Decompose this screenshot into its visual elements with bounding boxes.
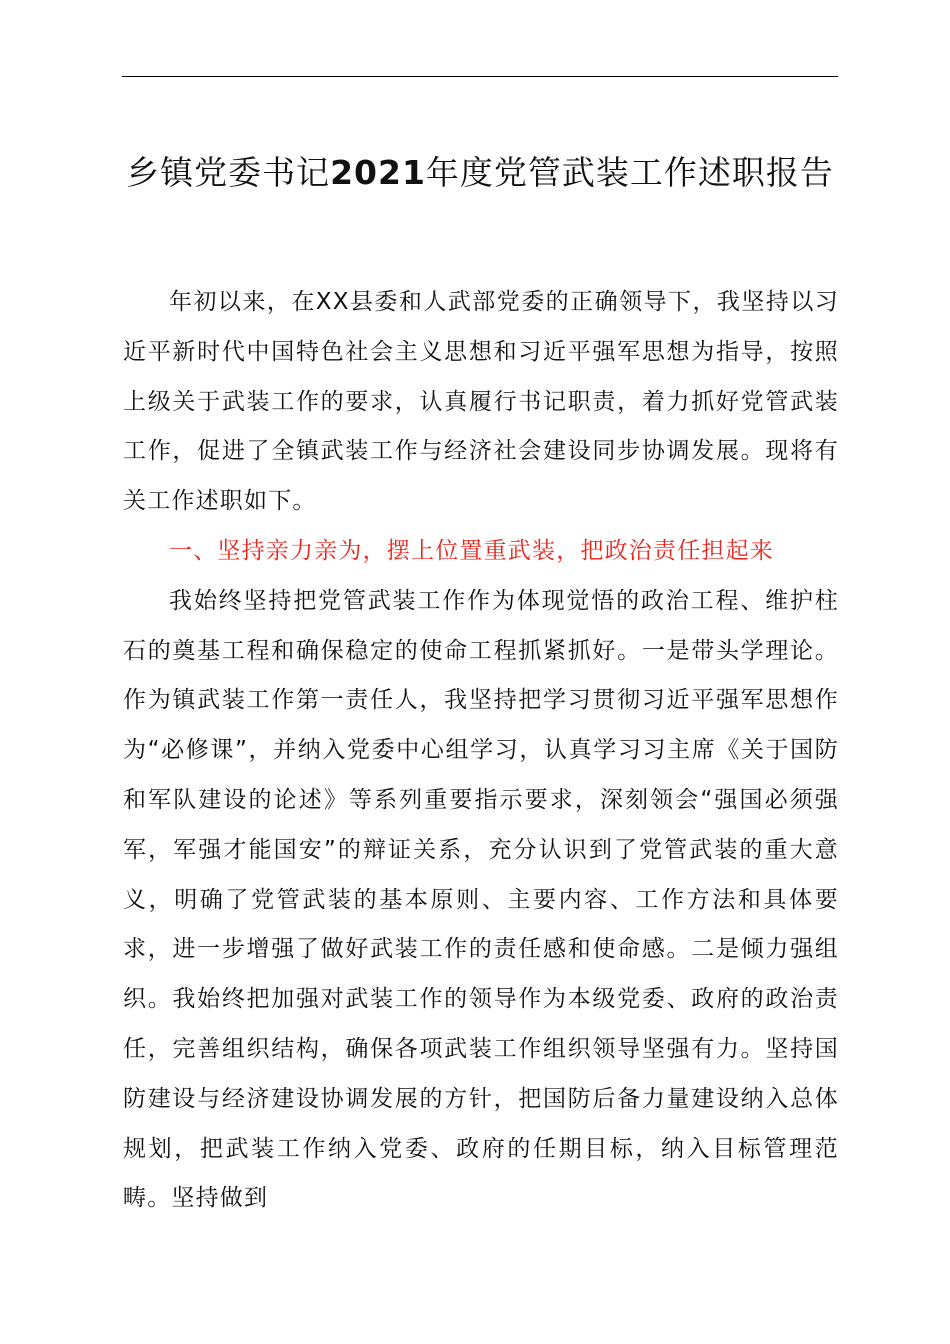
title-suffix: 年度党管武装工作述职报告 bbox=[425, 153, 834, 192]
document-body bbox=[123, 278, 839, 1224]
title-year: 2021 bbox=[330, 153, 426, 192]
section-1-paragraph: 我始终坚持把党管武装工作作为体现觉悟的政治工程、维护柱石的奠基工程和确保稳定的使命工程抓紧抓好。一是带头学理论。作为镇武装工作第一责任人，我坚持把学习贯彻习近平强军思想作为“必修课”，并纳入党委中心组学习，认真学习习主席《关于国防和军队建设的论述》等系列重要指示要求，深刻领会“强国必须强军，军强才能国安”的辩证关系，充分认识到了党管武装的重大意义，明确了党管武装的基本原则、主要内容、工作方法和具体要求，进一步增强了做好武装工作的责任感和使命感。二是倾力强组织。我始终把加强对武装工作的领导作为本级党委、政府的政治责任，完善组织结构，确保各项武装工作组织领导坚强有力。坚持国防建设与经济建设协调发展的方针，把国防后备力量建设纳入总体规划，把武装工作纳入党委、政府的任期目标，纳入目标管理范畴。坚持做到 bbox=[123, 587, 839, 1212]
intro-paragraph: 年初以来，在XX县委和人武部党委的正确领导下，我坚持以习近平新时代中国特色社会主义思想和习近平强军思想为指导，按照上级关于武装工作的要求，认真履行书记职责，着力抓好党管武装工作，促进了全镇武装工作与经济社会建设同步协调发展。现将有关工作述职如下。 bbox=[123, 289, 839, 515]
title-prefix: 乡镇党委书记 bbox=[126, 153, 331, 192]
section-heading-1: 一、坚持亲力亲为，摆上位置重武装，把政治责任担起来 bbox=[169, 537, 774, 564]
document-title bbox=[118, 148, 842, 198]
header-rule bbox=[122, 76, 838, 77]
